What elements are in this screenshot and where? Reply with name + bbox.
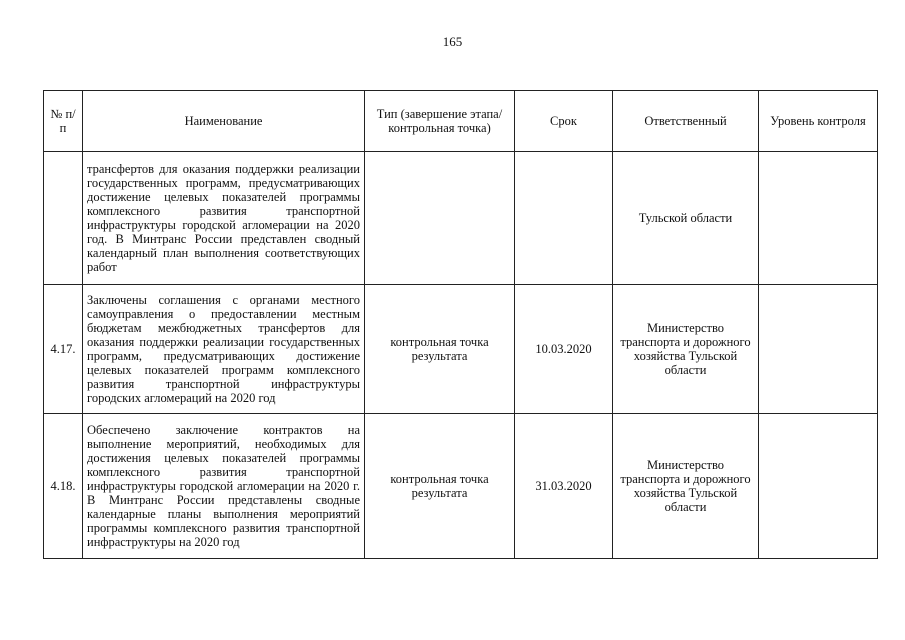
row-name: Заключены соглашения с органами местного самоуправления о предоставлении местным бюджетам межбюджетных трансфертов для оказания поддержки реализации государственных программ, предусматривающих достижение целевых показателей программ комплексного развития транспортной инфраструктуры городских агломераций на 2020 год xyxy=(83,285,365,414)
row-level xyxy=(759,414,878,559)
row-name: трансфертов для оказания поддержки реализации государственных программ, предусматривающих достижение целевых показателей программы комплексного развития транспортной инфраструктуры городской агломерации на 2020 год. В Минтранс России представлен сводный календарный план выполнения соответствующих работ xyxy=(83,152,365,285)
table-row xyxy=(44,414,878,559)
row-type xyxy=(365,152,515,285)
row-date: 10.03.2020 xyxy=(515,285,613,414)
row-type: контрольная точка результата xyxy=(365,414,515,559)
plan-table xyxy=(43,90,878,559)
table-row xyxy=(44,152,878,285)
header-num: № п/п xyxy=(44,91,83,152)
header-date: Срок xyxy=(515,91,613,152)
row-name: Обеспечено заключение контрактов на выполнение мероприятий, необходимых для достижения целевых показателей программы комплексного развития транспортной инфраструктуры городской агломерации на 2020 г. В Минтранс России представлены сводные календарные планы выполнения мероприятий программы комплексного развития транспортной инфраструктуры на 2020 год xyxy=(83,414,365,559)
page-number: 165 xyxy=(442,34,463,49)
row-responsible: Министерство транспорта и дорожного хозяйства Тульской области xyxy=(613,285,759,414)
header-type: Тип (завершение этапа/контрольная точка) xyxy=(365,91,515,152)
row-number: 4.18. xyxy=(44,414,83,559)
row-level xyxy=(759,285,878,414)
header-responsible: Ответственный xyxy=(613,91,759,152)
header-level: Уровень контроля xyxy=(759,91,878,152)
table-row xyxy=(44,285,878,414)
row-responsible: Тульской области xyxy=(613,152,759,285)
header-name: Наименование xyxy=(83,91,365,152)
row-responsible: Министерство транспорта и дорожного хозяйства Тульской области xyxy=(613,414,759,559)
row-date: 31.03.2020 xyxy=(515,414,613,559)
table-header-row xyxy=(44,91,878,152)
row-type: контрольная точка результата xyxy=(365,285,515,414)
row-number: 4.17. xyxy=(44,285,83,414)
row-level xyxy=(759,152,878,285)
row-date xyxy=(515,152,613,285)
row-number xyxy=(44,152,83,285)
